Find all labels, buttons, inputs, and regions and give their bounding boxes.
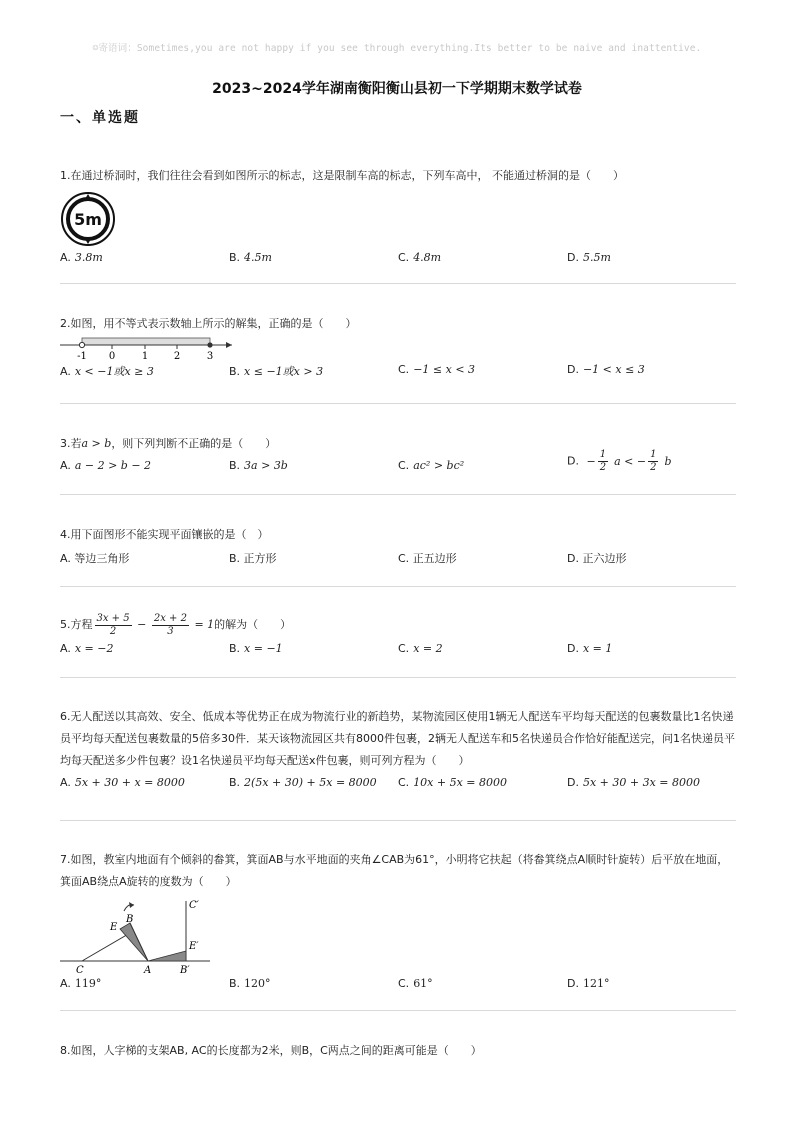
divider <box>60 403 736 404</box>
option-c[interactable]: C. x = 2 <box>398 642 443 655</box>
question-stem: 7.如图，教室内地面有个倾斜的畚箕，箕面AB与水平地面的夹角∠CAB为61°，小明将它扶起（将畚箕绕点A顺时针旋转）后平放在地面， 箕面AB绕点A旋转的度数为（ ） <box>60 853 729 888</box>
point-label: B <box>126 914 134 925</box>
option-c[interactable]: C. 4.8m <box>398 251 442 264</box>
height-limit-sign <box>60 191 116 247</box>
tick-label: 3 <box>206 351 214 361</box>
point-label: C <box>76 965 84 975</box>
options <box>60 776 736 796</box>
options <box>60 363 736 383</box>
options <box>60 642 736 662</box>
option-a[interactable]: A. 3.8m <box>60 251 103 264</box>
question-5 <box>60 610 736 662</box>
option-d[interactable]: D. 5.5m <box>567 251 611 264</box>
question-stem: 6.无人配送以其高效、安全、低成本等优势正在成为物流行业的新趋势，某物流园区使用1辆无人配送车平均每天配送的包裹数量比1名快递 员平均每天配送包裹数量的5倍多30件．某天该物流园区共有8000件包裹，2辆无人配送车和5名快递员合作恰好能配送完，问1名快递员平 均每天配送多少件包裹？设1名快递员平均每天配送x件包裹，则可列方程为（ ） <box>60 710 735 767</box>
question-stem: 3.若a > b，则下列判断不正确的是（ ） <box>60 437 277 450</box>
option-d[interactable]: D. 正六边形 <box>567 552 627 565</box>
tick-label: 1 <box>141 351 149 361</box>
option-d[interactable]: D. 121° <box>567 977 610 990</box>
divider <box>60 494 736 495</box>
question-4 <box>60 524 736 570</box>
question-2 <box>60 313 736 383</box>
question-stem: 5.方程 $\frac{3x + 5}{2}$ − $\frac{2x + 2}{3}$ = 1的解为（ ） <box>60 612 292 637</box>
motto-watermark: ☺寄语词：Sometimes,you are not happy if you see through everything.Its better to be naive and inattentive. <box>92 43 702 54</box>
option-c[interactable]: C. 61° <box>398 977 433 990</box>
section-heading: 一、单选题 <box>60 110 140 126</box>
number-line <box>60 335 240 361</box>
point-label: C′ <box>189 900 199 911</box>
option-a[interactable]: A. x < −1或x ≥ 3 <box>60 365 154 378</box>
question-7 <box>60 849 736 997</box>
question-8 <box>60 1040 736 1062</box>
question-1 <box>60 165 736 271</box>
option-b[interactable]: B. 120° <box>229 977 271 990</box>
options <box>60 550 736 570</box>
option-d[interactable]: D. −1 < x ≤ 3 <box>567 363 645 376</box>
option-a[interactable]: A. 119° <box>60 977 102 990</box>
options <box>60 251 736 271</box>
question-stem: 4.用下面图形不能实现平面镶嵌的是（ ） <box>60 528 269 541</box>
divider <box>60 677 736 678</box>
divider <box>60 283 736 284</box>
option-b[interactable]: B. x = −1 <box>229 642 283 655</box>
question-3 <box>60 433 736 481</box>
exam-title: 2023~2024学年湖南衡阳衡山县初一下学期期末数学试卷 <box>212 81 582 97</box>
divider <box>60 820 736 821</box>
question-stem: 1.在通过桥洞时，我们往往会看到如图所示的标志，这是限制车高的标志，下列车高中， 不能通过桥洞的是（ ） <box>60 169 624 182</box>
sign-text: 5m <box>74 210 102 229</box>
option-b[interactable]: B. 2(5x + 30) + 5x = 8000 <box>229 776 377 789</box>
tick-label: -1 <box>77 351 87 361</box>
option-a[interactable]: A. 等边三角形 <box>60 552 130 565</box>
option-b[interactable]: B. 4.5m <box>229 251 272 264</box>
option-d[interactable]: D. 5x + 30 + 3x = 8000 <box>567 776 700 789</box>
option-d[interactable]: D. − $\frac{1}{2}$ a < − $\frac{1}{2}$ b <box>567 449 672 473</box>
question-stem: 2.如图，用不等式表示数轴上所示的解集，正确的是（ ） <box>60 317 357 330</box>
point-label: A <box>144 965 152 975</box>
point-label: B′ <box>180 965 190 975</box>
tick-label: 0 <box>108 351 116 361</box>
options <box>60 977 736 997</box>
option-a[interactable]: A. 5x + 30 + x = 8000 <box>60 776 185 789</box>
option-b[interactable]: B. 正方形 <box>229 552 277 565</box>
point-label: E <box>110 922 118 933</box>
options <box>60 449 736 481</box>
option-c[interactable]: C. −1 ≤ x < 3 <box>398 363 476 376</box>
option-c[interactable]: C. 正五边形 <box>398 552 457 565</box>
option-c[interactable]: C. 10x + 5x = 8000 <box>398 776 508 789</box>
point-label: E′ <box>189 941 199 952</box>
option-b[interactable]: B. x ≤ −1或x > 3 <box>229 365 324 378</box>
question-stem: 8.如图，人字梯的支架AB, AC的长度都为2米，则B，C两点之间的距离可能是（ ） <box>60 1044 482 1057</box>
option-d[interactable]: D. x = 1 <box>567 642 613 655</box>
option-c[interactable]: C. ac² > bc² <box>398 459 465 472</box>
divider <box>60 1010 736 1011</box>
option-a[interactable]: A. x = −2 <box>60 642 114 655</box>
divider <box>60 586 736 587</box>
tick-label: 2 <box>173 351 181 361</box>
question-6 <box>60 706 736 796</box>
option-b[interactable]: B. 3a > 3b <box>229 459 288 472</box>
dustpan-figure <box>60 897 220 975</box>
option-a[interactable]: A. a − 2 > b − 2 <box>60 459 152 472</box>
